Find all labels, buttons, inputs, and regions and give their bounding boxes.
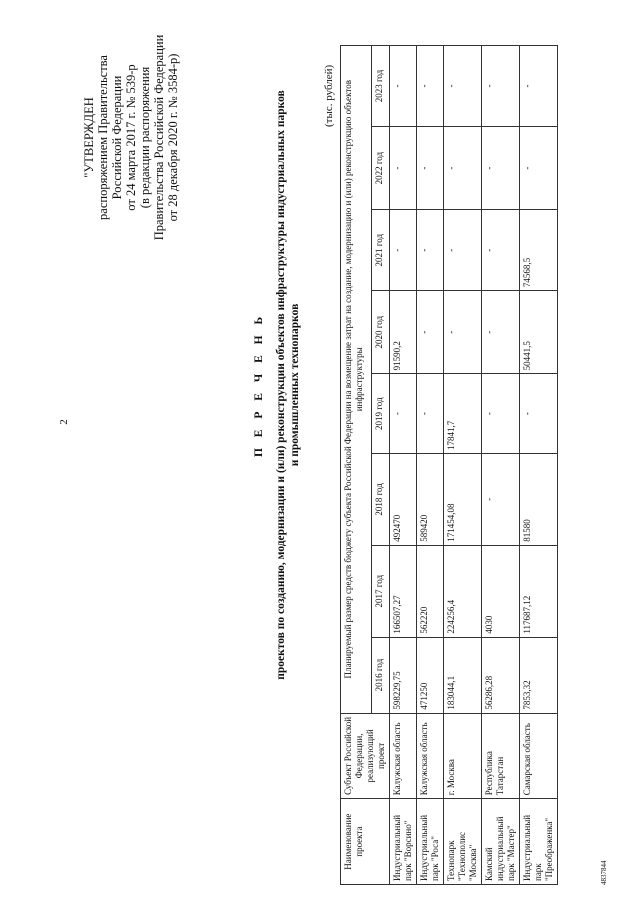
value-cell: - <box>482 127 520 210</box>
table-row <box>520 46 558 885</box>
approval-line: распоряжением Правительства <box>96 55 110 220</box>
unit-label: (тыс. рублей) <box>323 64 335 127</box>
value-cell: - <box>390 46 417 127</box>
project-name-cell: Индустриальный парк "Ворсино" <box>390 799 417 885</box>
approval-line: "УТВЕРЖДЕН <box>82 97 96 178</box>
value-cell: 4030 <box>482 545 520 637</box>
value-cell: 471250 <box>417 637 444 713</box>
value-cell: 7853,32 <box>520 637 558 713</box>
value-cell: - <box>444 127 482 210</box>
table-row <box>482 46 520 885</box>
header-year: 2016 год <box>371 637 389 713</box>
project-name-cell: Технопарк "Технополис "Москва" <box>444 799 482 885</box>
value-cell: 598229,75 <box>390 637 417 713</box>
value-cell: - <box>444 210 482 291</box>
value-cell: 171454,08 <box>444 453 482 545</box>
value-cell: - <box>520 46 558 127</box>
approval-line: (в редакции распоряжения <box>138 66 152 209</box>
value-cell: 17841,7 <box>444 374 482 454</box>
value-cell: - <box>417 210 444 291</box>
header-funding-group: Планируемый размер средств бюджету субъекта Российской Федерации на возмещение затрат на создание, модернизацию и (или) реконструкцию объектов инфраструктуры <box>341 46 372 714</box>
project-name-cell: Индустриальный парк "Роса" <box>417 799 444 885</box>
value-cell: - <box>482 210 520 291</box>
value-cell: 562220 <box>417 545 444 637</box>
value-cell: - <box>444 46 482 127</box>
value-cell: - <box>520 374 558 454</box>
subject-cell: г. Москва <box>444 713 482 799</box>
subject-cell: Калужская область <box>417 713 444 799</box>
header-year: 2021 год <box>371 210 389 291</box>
project-name-cell: Индустриальный парк "Преображенка" <box>520 799 558 885</box>
value-cell: - <box>444 291 482 374</box>
table-row <box>444 46 482 885</box>
header-year: 2022 год <box>371 127 389 210</box>
header-year: 2018 год <box>371 453 389 545</box>
table-header-row <box>341 46 372 885</box>
value-cell: 117687,12 <box>520 545 558 637</box>
value-cell: - <box>482 46 520 127</box>
value-cell: - <box>417 127 444 210</box>
header-subject: Субъект Российской Федерации, реализующий проект <box>341 713 390 799</box>
document-code: 4837844 <box>600 860 608 885</box>
subject-cell: Калужская область <box>390 713 417 799</box>
project-name-cell: Камский индустриальный парк "Мастер" <box>482 799 520 885</box>
title-line-2: и промышленных технопарков <box>289 303 301 467</box>
value-cell: - <box>390 374 417 454</box>
rotated-sheet <box>20 20 620 885</box>
header-year: 2020 год <box>371 291 389 374</box>
value-cell: - <box>482 291 520 374</box>
header-year: 2023 год <box>371 46 389 127</box>
approval-line: Российской Федерации <box>110 75 124 200</box>
value-cell: - <box>520 127 558 210</box>
document-title <box>252 85 302 685</box>
value-cell: - <box>390 127 417 210</box>
value-cell: - <box>417 374 444 454</box>
approval-line: от 24 марта 2017 г. № 539-р <box>124 64 138 211</box>
subject-cell: Республика Татарстан <box>482 713 520 799</box>
value-cell: 50441,5 <box>520 291 558 374</box>
value-cell: 81580 <box>520 453 558 545</box>
value-cell: 74568,5 <box>520 210 558 291</box>
value-cell: 166507,27 <box>390 545 417 637</box>
subject-cell: Самарская область <box>520 713 558 799</box>
value-cell: - <box>417 291 444 374</box>
table-row <box>417 46 444 885</box>
value-cell: 183044,1 <box>444 637 482 713</box>
header-year: 2019 год <box>371 374 389 454</box>
value-cell: 224256,4 <box>444 545 482 637</box>
title-line-1: проектов по созданию, модернизации и (или) реконструкции объектов инфраструктуры индустриальных парков <box>275 90 287 680</box>
value-cell: - <box>482 453 520 545</box>
value-cell: - <box>417 46 444 127</box>
table-row <box>390 46 417 885</box>
value-cell: - <box>390 210 417 291</box>
header-project-name: Наименование проекта <box>341 799 390 885</box>
value-cell: 589420 <box>417 453 444 545</box>
value-cell: - <box>482 374 520 454</box>
value-cell: 56286,28 <box>482 637 520 713</box>
value-cell: 492470 <box>390 453 417 545</box>
approval-stamp <box>82 30 180 245</box>
page-number: 2 <box>58 419 70 425</box>
value-cell: 91590,2 <box>390 291 417 374</box>
projects-table <box>340 45 558 885</box>
approval-line: от 28 декабря 2020 г. № 3584-р) <box>166 53 180 222</box>
header-year: 2017 год <box>371 545 389 637</box>
approval-line: Правительства Российской Федерации <box>152 34 166 241</box>
title-heading: П Е Р Е Ч Е Н Ь <box>253 312 265 458</box>
